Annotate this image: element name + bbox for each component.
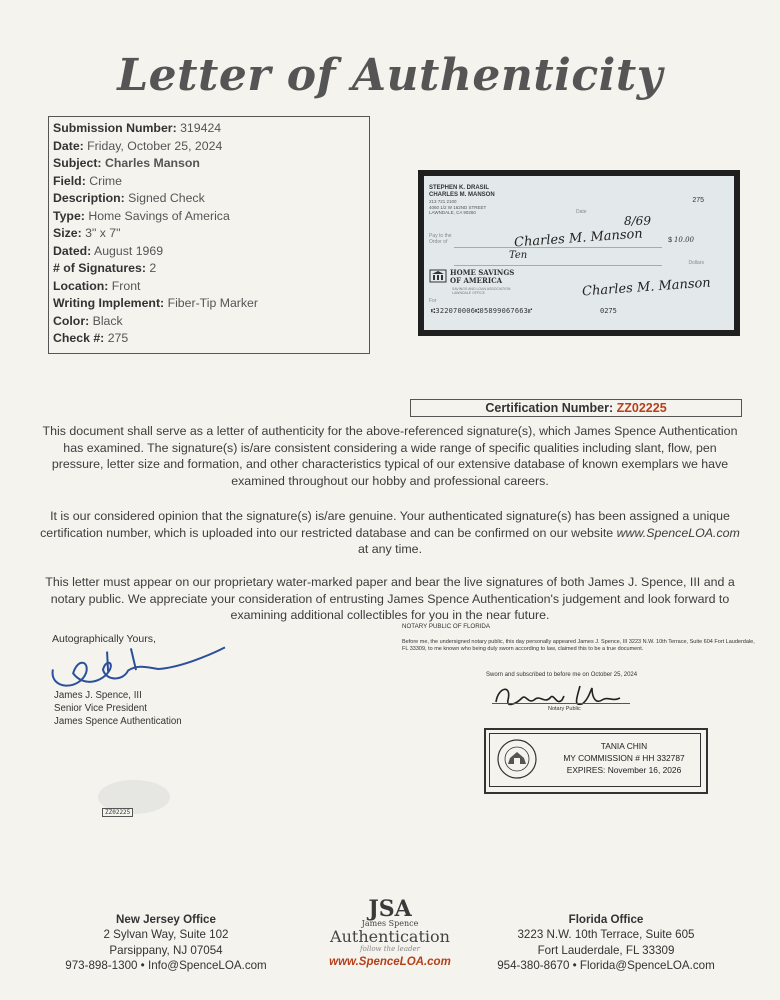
detail-value: 275	[107, 331, 129, 345]
detail-row-description	[53, 190, 365, 208]
nj-office-line1: 2 Sylvan Way, Suite 102	[103, 928, 229, 942]
detail-label: Location:	[53, 278, 109, 293]
hologram-label: ZZ02225	[102, 808, 133, 817]
detail-value: August 1969	[94, 243, 164, 258]
certification-label: Certification Number:	[485, 401, 614, 415]
check-image	[418, 170, 740, 336]
florida-office	[496, 912, 716, 974]
spence-name: James J. Spence, III	[54, 690, 142, 701]
jsa-logo-tagline: follow the leader	[360, 945, 420, 953]
detail-label: Subject:	[53, 156, 102, 170]
detail-value: Fiber-Tip Marker	[167, 296, 258, 310]
detail-label: # of Signatures:	[53, 261, 146, 275]
detail-row-field	[53, 173, 365, 191]
detail-row-size	[53, 225, 365, 243]
fl-office-line1: 3223 N.W. 10th Terrace, Suite 605	[517, 928, 695, 942]
check-bank-name	[429, 269, 514, 285]
spence-signature-block	[54, 689, 182, 728]
paragraph-watermark: This letter must appear on our proprietary water-marked paper and bear the live signatures of both James J. Spence, III and a notary public. We appreciate your consideration of entrusting James Spence Authentication's judgement and look forward to examining additional collectibles for you in the near future.	[45, 575, 735, 623]
detail-row-signature-count	[53, 260, 365, 278]
notary-stamp-text	[550, 740, 698, 776]
new-jersey-office	[56, 912, 276, 974]
detail-value: 2	[149, 261, 157, 275]
detail-label: Submission Number:	[53, 121, 177, 135]
detail-label: Check #:	[53, 331, 105, 345]
check-dollars-label: Dollars	[688, 260, 704, 266]
paragraph-opinion-end: at any time.	[357, 542, 423, 557]
detail-row-location	[53, 278, 365, 296]
nj-office-line2: Parsippany, NJ 07054	[109, 943, 223, 957]
check-bank-label: HOME SAVINGS OF AMERICA	[450, 268, 515, 285]
check-handwritten-amount: 10.00	[673, 236, 694, 244]
notary-text: Before me, the undersigned notary public, this day personally appeared James J. Spence, III 3223 N.W. 10th Terrace, Suite 604 Fort Lauderdale, FL 33309, to me known who being duly sworn according to law, claimed this to be a true document.	[402, 639, 755, 652]
detail-value: 3" x 7"	[85, 226, 121, 240]
detail-label: Size:	[53, 226, 82, 240]
detail-value: Charles Manson	[104, 156, 200, 170]
detail-row-subject	[53, 155, 365, 173]
detail-row-type	[53, 208, 365, 226]
check-handwritten-amount-words: Ten	[509, 250, 528, 261]
fl-office-contact: 954-380-8670 • Florida@SpenceLOA.com	[497, 959, 715, 973]
detail-value: 319424	[180, 121, 222, 135]
detail-label: Dated:	[53, 243, 92, 258]
certification-number-box	[410, 399, 742, 417]
detail-value: Friday, October 25, 2024	[87, 138, 223, 153]
detail-row-check-number	[53, 330, 365, 348]
jsa-logo-james-spence: James Spence	[361, 919, 419, 928]
spence-signature-graphic	[47, 635, 229, 694]
certification-number: ZZ02225	[616, 401, 667, 415]
detail-label: Date:	[53, 138, 84, 153]
notary-heading: NOTARY PUBLIC OF FLORIDA	[402, 623, 491, 630]
detail-row-date	[53, 138, 365, 156]
check-account-names: STEPHEN K. DRASIL CHARLES M. MANSON	[429, 185, 495, 198]
check-handwritten-payee: Charles M. Manson	[513, 226, 644, 251]
check-micr-line: ⑆322070006⑆05899067663⑈	[431, 307, 533, 315]
notary-stamp-name: TANIA CHIN	[600, 741, 648, 751]
check-address: 213 721 2100 4060 1/2 W 162ND STREET LAWNDALE, CA 90260	[429, 199, 487, 215]
detail-label: Color:	[53, 313, 90, 328]
paragraph-opinion	[40, 508, 740, 558]
detail-value: Home Savings of America	[88, 208, 230, 223]
nj-office-heading: New Jersey Office	[116, 913, 216, 926]
check-handwritten-date: 8/69	[624, 214, 651, 228]
paragraph-authenticity: This document shall serve as a letter of authenticity for the above-referenced signature(s), which James Spence Authentication has examined. The signature(s) is/are consistent considering a wide range of specific qualities including slant, flow, pen pressure, letter size and formation, and other characteristics typical of our extensive database of known exemplars we have examined throughout our hobby and professional careers.	[42, 424, 738, 489]
check-pay-to-label: Pay to the Order of	[429, 233, 452, 245]
detail-label: Field:	[53, 173, 86, 188]
jsa-logo-text: JSA	[368, 896, 412, 922]
check-face	[424, 176, 734, 330]
detail-value: Black	[92, 313, 123, 328]
detail-value: Crime	[89, 173, 123, 188]
check-date-label: Date	[576, 209, 587, 215]
check-signature: Charles M. Manson	[581, 275, 712, 300]
detail-value: Front	[111, 278, 141, 293]
notary-stamp-expires: EXPIRES: November 16, 2026	[566, 765, 682, 775]
jsa-logo	[320, 898, 460, 970]
notary-sworn: Sworn and subscribed to before me on October 25, 2024	[486, 672, 638, 678]
notary-stamp	[484, 728, 708, 794]
check-micr-number: 0275	[600, 307, 617, 315]
notary-public-label: Notary Public	[548, 706, 581, 712]
detail-row-color	[53, 313, 365, 331]
check-number: 275	[692, 197, 704, 204]
website-link[interactable]: www.SpenceLOA.com	[616, 525, 740, 540]
fl-office-line2: Fort Lauderdale, FL 33309	[537, 943, 675, 957]
bank-logo-icon	[429, 269, 447, 283]
detail-row-dated	[53, 243, 365, 261]
detail-row-writing-implement	[53, 295, 365, 313]
check-for-label: For	[429, 298, 437, 304]
nj-office-contact: 973-898-1300 • Info@SpenceLOA.com	[65, 959, 267, 973]
notary-signature	[492, 682, 632, 718]
detail-value: Signed Check	[128, 191, 205, 205]
check-amount-line	[454, 265, 662, 266]
detail-label: Type:	[53, 208, 85, 223]
notary-seal-icon	[496, 738, 538, 780]
check-amount-box: $ 10.00	[668, 236, 694, 244]
jsa-logo-authentication: Authentication	[330, 927, 450, 946]
submission-details-box	[48, 116, 370, 354]
page-title: Letter of Authenticity	[117, 50, 663, 101]
paragraph-opinion-text: It is our considered opinion that the signature(s) is/are genuine. Your authenticated signature(s) has been assigned a unique certification number, which is uploaded into our restricted database and can be confirmed on our website	[40, 509, 730, 540]
fl-office-heading: Florida Office	[568, 913, 644, 926]
spence-title: Senior Vice President	[54, 703, 147, 714]
notary-stamp-inner	[489, 733, 701, 787]
notary-stamp-commission: MY COMMISSION # HH 332787	[563, 753, 685, 763]
detail-row-submission-number	[53, 120, 365, 138]
jsa-website-link[interactable]: www.SpenceLOA.com	[329, 956, 451, 968]
check-bank-small: SAVINGS AND LOAN ASSOCIATION LAWNDALE OFFICE	[452, 287, 511, 295]
closing-text: Autographically Yours,	[52, 633, 156, 645]
spence-company: James Spence Authentication	[54, 716, 182, 727]
detail-label: Writing Implement:	[53, 296, 165, 310]
detail-label: Description:	[53, 191, 125, 205]
notary-signature-line	[492, 703, 630, 704]
